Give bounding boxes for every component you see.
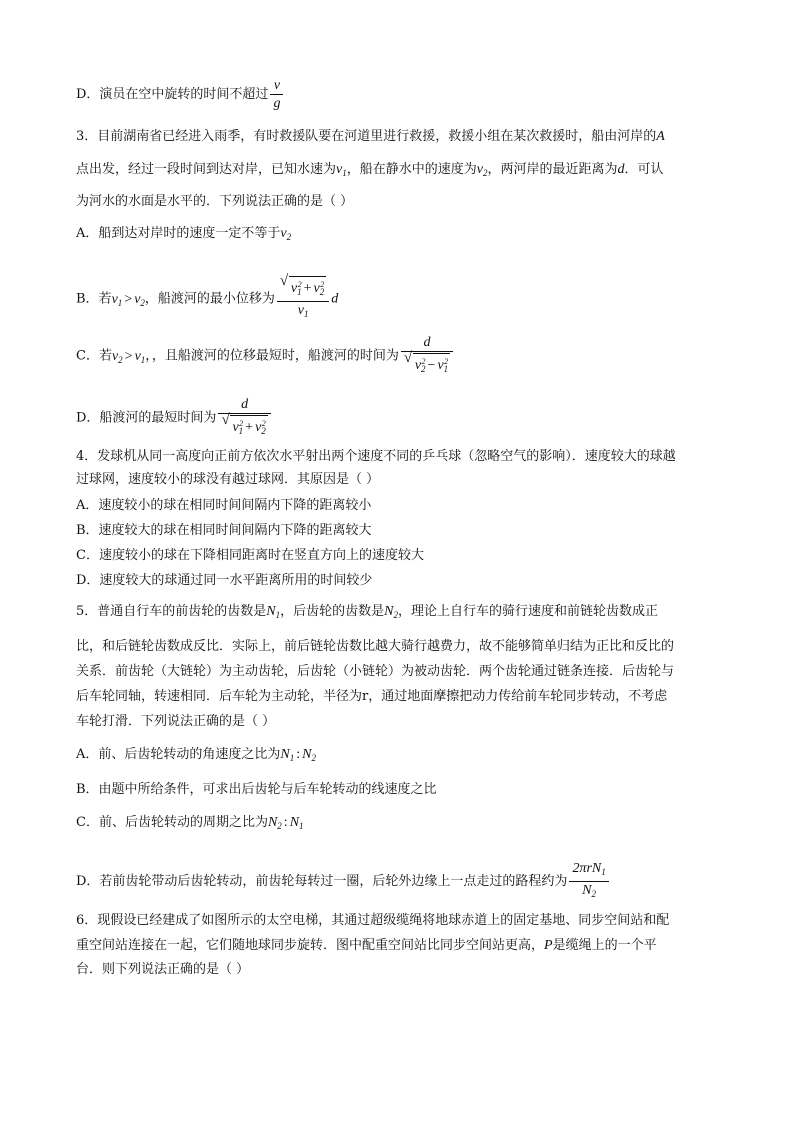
text: ，理论上自行车的骑行速度和前链轮齿数成正 xyxy=(397,604,658,619)
text: 车轮打滑．下列说法正确的是（ ） xyxy=(76,714,276,729)
q4-option-b xyxy=(76,521,372,541)
text: 过球网，速度较小的球没有越过球网．其原因是（ ） xyxy=(76,472,380,487)
text: ， xyxy=(145,348,152,364)
text: D．若前齿轮带动后齿轮转动，前齿轮每转过一圈，后轮外边缘上一点走过的路程约为 xyxy=(76,874,568,889)
numerator: v xyxy=(273,78,281,93)
q3-line-1 xyxy=(76,127,665,147)
text: 是缆绳上的一个平 xyxy=(552,938,657,953)
fraction-min-displacement: √ $v_1^2 + v_2^2$ $v_1$ xyxy=(277,276,329,322)
q4-option-a xyxy=(76,496,371,516)
q5-line-1 xyxy=(76,602,658,625)
q5-option-b xyxy=(76,780,437,800)
q6-line-3 xyxy=(76,960,249,980)
inequality-v2-gt-v1: $v_2 > v_1$ xyxy=(111,348,146,365)
text: A．前、后齿轮转动的角速度之比为 xyxy=(76,747,281,762)
text: ，船在静水中的速度为 xyxy=(346,162,477,177)
q3-option-c xyxy=(76,335,455,377)
q6-line-2 xyxy=(76,936,657,956)
text: 关系．前齿轮（大链轮）为主动齿轮，后齿轮（小链轮）为被动齿轮．两个齿轮通过链条连接．后齿轮与 xyxy=(76,664,675,679)
text: B．由题中所给条件，可求出后齿轮与后车轮转动的线速度之比 xyxy=(76,782,437,797)
text: 台．则下列说法正确的是（ ） xyxy=(76,962,250,977)
text: ．可认 xyxy=(624,162,664,177)
fraction-crossing-time: d √ $v_2^2 - v_1^2$ xyxy=(401,335,453,377)
text: 比，和后链轮齿数成反比．实际上，前后链轮齿数比越大骑行越费力，故不能够简单归结为正比和反比的 xyxy=(76,639,675,654)
text: 为河水的水面是水平的．下列说法正确的是（ ） xyxy=(76,194,354,209)
fraction-v-over-g xyxy=(270,78,283,111)
q3-line-2 xyxy=(76,160,664,183)
text: A．船到达对岸时的速度一定不等于 xyxy=(76,226,281,241)
q2-option-d xyxy=(76,78,285,111)
q5-option-a xyxy=(76,745,316,768)
q4-option-d xyxy=(76,571,372,591)
q5-line-4 xyxy=(76,687,667,707)
q3-option-b xyxy=(76,273,339,322)
ratio-n2-n1: $N_2$ : $N_1$ xyxy=(267,815,304,831)
ratio-n1-n2: $N_1$ : $N_2$ xyxy=(280,747,316,763)
option-text: D．演员在空中旋转的时间不超过 xyxy=(76,87,269,102)
fraction-path-length: $\frac{2\pi rN_1}{N_2}$ xyxy=(569,861,608,902)
q4-line-2 xyxy=(76,470,379,490)
q5-line-2 xyxy=(76,637,674,657)
var-v1: $v_1$ xyxy=(336,162,347,178)
text: ，后齿轮的齿数是 xyxy=(280,604,385,619)
q5-option-d xyxy=(76,861,611,902)
text: D．速度较大的球通过同一水平距离所用的时间较少 xyxy=(76,573,373,588)
var-n1: $N_1$ xyxy=(266,604,281,620)
text: 6．现假设已经建成了如图所示的太空电梯，其通过超级缆绳将地球赤道上的固定基地、同步空间站和配 xyxy=(76,913,670,928)
text: 4．发球机从同一高度向正前方依次水平射出两个速度不同的乒乓球（忽略空气的影响）．速度较大的球越 xyxy=(76,449,676,464)
q3-option-d xyxy=(76,397,273,439)
q5-line-3 xyxy=(76,662,674,682)
text: B．速度较大的球在相同时间间隔内下降的距离较大 xyxy=(76,523,372,538)
q3-line-3 xyxy=(76,192,353,212)
text: 后车轮同轴，转速相同．后车轮为主动轮，半径为r，通过地面摩擦把动力传给前车轮同步转动，不考虑 xyxy=(76,689,668,704)
text: 重空间站连接在一起，它们随地球同步旋转．图中配重空间站比同步空间站更高， xyxy=(76,938,545,953)
q5-option-c xyxy=(76,813,304,836)
text: C．若 xyxy=(76,348,112,364)
q4-line-1 xyxy=(76,447,676,467)
text: A．速度较小的球在相同时间间隔内下降的距离较小 xyxy=(76,498,372,513)
fraction-shortest-time: d √ $v_1^2 + v_2^2$ xyxy=(218,397,270,439)
text: D．船渡河的最短时间为 xyxy=(76,410,217,426)
var-n2: $N_2$ xyxy=(384,604,398,620)
point-a: A xyxy=(656,129,665,144)
text: 点出发，经过一段时间到达对岸，已知水速为 xyxy=(76,162,337,177)
var-d: d xyxy=(617,162,625,177)
var-p: P xyxy=(544,938,553,953)
var-d: d xyxy=(331,291,339,307)
text: 5．普通自行车的前齿轮的齿数是 xyxy=(76,604,267,619)
text: 3．目前湖南省已经进入雨季，有时救援队要在河道里进行救援，救援小组在某次救援时，船由河岸的 xyxy=(76,129,657,144)
text: C．前、后齿轮转动的周期之比为 xyxy=(76,815,268,830)
denominator: g xyxy=(270,94,283,111)
text: ，且船渡河的位移最短时，船渡河的时间为 xyxy=(151,348,399,364)
q3-option-a xyxy=(76,224,291,247)
q5-line-5 xyxy=(76,712,275,732)
text: C．速度较小的球在下降相同距离时在竖直方向上的速度较大 xyxy=(76,548,424,563)
q4-option-c xyxy=(76,546,424,566)
inequality-v1-gt-v2: $v_1 > v_2$ xyxy=(111,291,145,308)
text: ，船渡河的最小位移为 xyxy=(144,291,275,307)
var-v2: $v_2$ xyxy=(280,226,292,242)
text: ，两河岸的最近距离为 xyxy=(487,162,618,177)
q6-line-1 xyxy=(76,911,669,931)
var-v2: $v_2$ xyxy=(476,162,488,178)
text: B．若 xyxy=(76,291,112,307)
